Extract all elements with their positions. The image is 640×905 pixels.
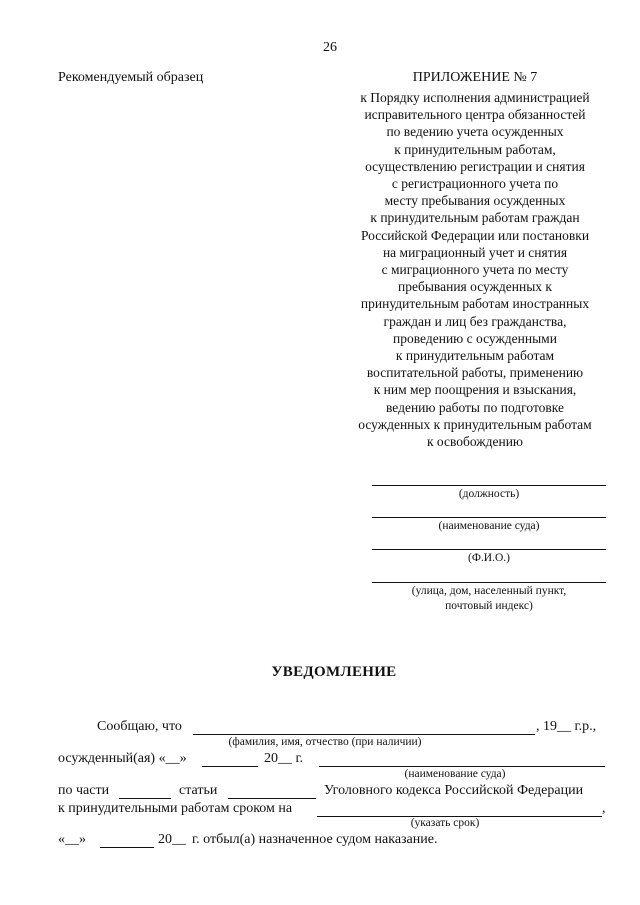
full-name-caption: (Ф.И.О.) <box>468 552 510 564</box>
appendix-line: к принудительным работам <box>395 348 555 364</box>
appendix-line: месту пребывания осужденных <box>384 193 566 209</box>
appendix-line: к принудительным работам граждан <box>370 210 580 226</box>
full-name-caption-notice: (фамилия, имя, отчество (при наличии) <box>228 736 422 748</box>
served-month-field[interactable] <box>100 832 154 848</box>
appendix-description <box>340 89 610 450</box>
convicting-court-field[interactable] <box>319 751 605 767</box>
full-name-field[interactable] <box>372 549 606 550</box>
served-date-day-text: «__» <box>58 832 86 847</box>
appendix-line: пребывания осужденных к <box>398 279 552 295</box>
forced-labor-term-text: к принудительными работам сроком на <box>58 801 293 816</box>
term-caption: (указать срок) <box>410 817 480 829</box>
recommended-sample-label: Рекомендуемый образец <box>58 70 204 85</box>
appendix-line: Российской Федерации или постановки <box>360 227 590 243</box>
appendix-line: по ведению учета осужденных <box>386 124 564 140</box>
address-field[interactable] <box>372 582 606 583</box>
appendix-line: осуществлению регистрации и снятия <box>365 158 585 174</box>
birth-year-text: , 19__ г.р., <box>536 719 597 734</box>
convicted-month-field[interactable] <box>202 751 258 767</box>
served-year-text: 20__ <box>158 832 186 847</box>
position-caption: (должность) <box>458 488 520 500</box>
appendix-line: ведению работы по подготовке <box>385 399 565 415</box>
position-field[interactable] <box>372 485 606 486</box>
term-field[interactable] <box>317 801 602 817</box>
term-comma: , <box>602 801 606 816</box>
appendix-title: ПРИЛОЖЕНИЕ № 7 <box>412 70 538 85</box>
court-name-caption: (наименование суда) <box>404 768 506 780</box>
appendix-line: осужденных к принудительным работам <box>358 416 592 432</box>
court-field[interactable] <box>372 517 606 518</box>
court-caption: (наименование суда) <box>438 520 540 532</box>
appendix-line: с миграционного учета по месту <box>381 262 569 278</box>
appendix-line: к Порядку исполнения администрацией <box>360 90 590 105</box>
appendix-line: исправительного центра обязанностей <box>364 107 586 123</box>
appendix-line: к ним мер поощрения и взыскания, <box>373 382 577 398</box>
appendix-line: воспитательной работы, применению <box>366 365 584 381</box>
convicted-date-text: осужденный(ая) «__» <box>58 751 187 766</box>
appendix-line: к принудительным работам, <box>394 141 556 157</box>
convicted-year-text: 20__ г. <box>264 751 304 766</box>
appendix-line: на миграционный учет и снятия <box>382 244 568 260</box>
appendix-line: с регистрационного учета по <box>391 176 559 192</box>
article-text: статьи <box>179 783 218 798</box>
sentence-served-text: г. отбыл(а) назначенное судом наказание. <box>192 832 438 847</box>
appendix-line: проведению с осужденными <box>393 330 557 346</box>
appendix-line: граждан и лиц без гражданства, <box>383 313 567 329</box>
address-caption-line-1: (улица, дом, населенный пункт, <box>411 585 567 597</box>
appendix-line: принудительным работам иностранных <box>360 296 590 312</box>
article-number-field[interactable] <box>228 783 316 799</box>
address-caption-line-2: почтовый индекс) <box>445 600 533 612</box>
appendix-line: к освобождению <box>426 434 524 450</box>
criminal-code-text: Уголовного кодекса Российской Федерации <box>324 783 584 798</box>
notice-heading: УВЕДОМЛЕНИЕ <box>271 664 397 680</box>
article-part-field[interactable] <box>119 783 171 799</box>
page-number: 26 <box>323 40 337 55</box>
convict-name-field[interactable] <box>193 719 535 735</box>
article-part-text: по части <box>58 783 110 798</box>
notice-intro-text: Сообщаю, что <box>97 719 182 734</box>
